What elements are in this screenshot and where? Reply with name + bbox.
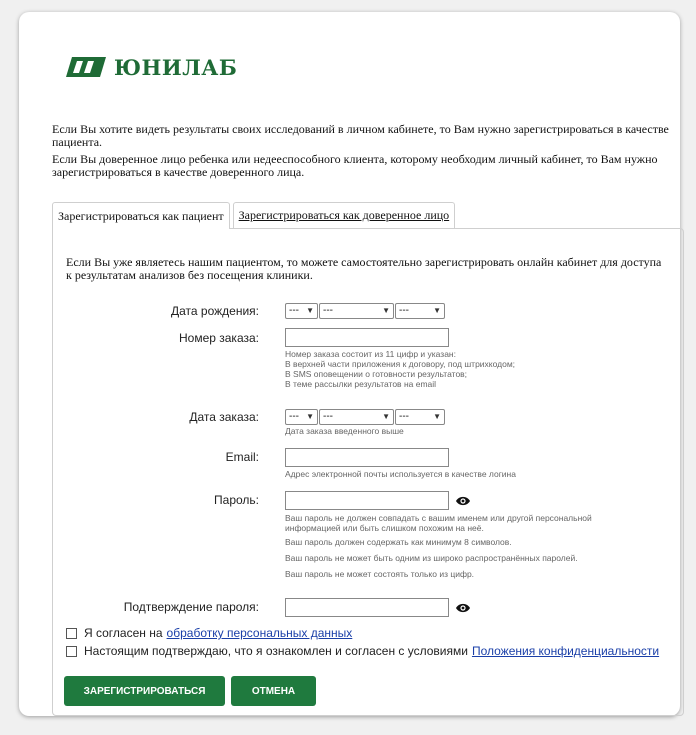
intro-trusted-text: Если Вы доверенное лицо ребенка или недееспособного клиента, которому необходим личный кабинет, то Вам нужно зарегистрироваться в качестве доверенного лица. <box>52 152 658 179</box>
chevron-down-icon: ▼ <box>306 412 314 421</box>
consent-privacy-checkbox[interactable] <box>66 646 77 657</box>
birth-day-select[interactable]: --- ▼ <box>285 303 318 319</box>
chevron-down-icon: ▼ <box>306 306 314 315</box>
eye-icon[interactable] <box>455 602 471 614</box>
birth-month-select[interactable]: --- ▼ <box>319 303 394 319</box>
password-confirm-input[interactable] <box>285 598 449 617</box>
logo <box>66 55 237 79</box>
birth-date-label: Дата рождения: <box>171 304 259 318</box>
chevron-down-icon: ▼ <box>433 306 441 315</box>
intro-text <box>52 123 672 183</box>
consent-personal-link[interactable]: обработку персональных данных <box>166 626 353 640</box>
order-date-hint: Дата заказа введенного выше <box>285 426 404 436</box>
consent-personal-checkbox[interactable] <box>66 628 77 639</box>
consent-privacy-link[interactable]: Положения конфиденциальности <box>471 644 660 658</box>
panel-description: Если Вы уже являетесь нашим пациентом, то можете самостоятельно зарегистрировать онлайн кабинет для доступа к результатам анализов без посещения клиники. <box>66 255 662 282</box>
password-label: Пароль: <box>214 493 259 507</box>
unilab-logo-icon <box>66 57 106 77</box>
order-year-select[interactable]: --- ▼ <box>395 409 445 425</box>
email-input[interactable] <box>285 448 449 467</box>
email-hint: Адрес электронной почты используется в качестве логина <box>285 469 516 479</box>
registration-card <box>19 12 680 716</box>
eye-icon[interactable] <box>455 495 471 507</box>
order-month-select[interactable]: --- ▼ <box>319 409 394 425</box>
password-input[interactable] <box>285 491 449 510</box>
order-number-label: Номер заказа: <box>178 331 259 345</box>
order-number-input[interactable] <box>285 328 449 347</box>
email-label: Email: <box>225 450 259 464</box>
chevron-down-icon: ▼ <box>433 412 441 421</box>
chevron-down-icon: ▼ <box>382 412 390 421</box>
order-number-hint: Номер заказа состоит из 11 цифр и указан: В верхней части приложения к договору, под штрихкодом; В SMS оповещении о готовности результатов; В теме рассылки результатов на email <box>285 349 516 389</box>
register-button[interactable]: ЗАРЕГИСТРИРОВАТЬСЯ <box>64 676 225 706</box>
tab-bar <box>52 202 455 228</box>
chevron-down-icon: ▼ <box>382 306 390 315</box>
consent-privacy-row <box>66 644 659 658</box>
tab-trusted-person[interactable]: Зарегистрироваться как доверенное лицо <box>233 202 456 228</box>
cancel-button[interactable]: ОТМЕНА <box>231 676 316 706</box>
password-confirm-label: Подтверждение пароля: <box>123 600 259 614</box>
password-hints: Ваш пароль не должен совпадать с вашим именем или другой персональной информацией или быть слишком похожим на неё. Ваш пароль должен содержать как минимум 8 символов. Ваш пароль не может быть одним из широко распространённых паролей. Ваш пароль не может состоять только из цифр. <box>285 513 592 579</box>
order-day-select[interactable]: --- ▼ <box>285 409 318 425</box>
consent-personal-text: Я согласен на <box>84 626 163 640</box>
intro-patient-text: Если Вы хотите видеть результаты своих исследований в личном кабинете, то Вам нужно зарегистрироваться в качестве пациента. <box>52 122 669 149</box>
registration-panel <box>52 228 684 716</box>
tab-patient[interactable]: Зарегистрироваться как пациент <box>52 202 230 229</box>
consent-privacy-text: Настоящим подтверждаю, что я ознакомлен и согласен с условиями <box>84 644 468 658</box>
order-date-label: Дата заказа: <box>189 410 259 424</box>
birth-year-select[interactable]: --- ▼ <box>395 303 445 319</box>
consent-personal-row <box>66 626 352 640</box>
brand-name: ЮНИЛАБ <box>114 54 238 80</box>
